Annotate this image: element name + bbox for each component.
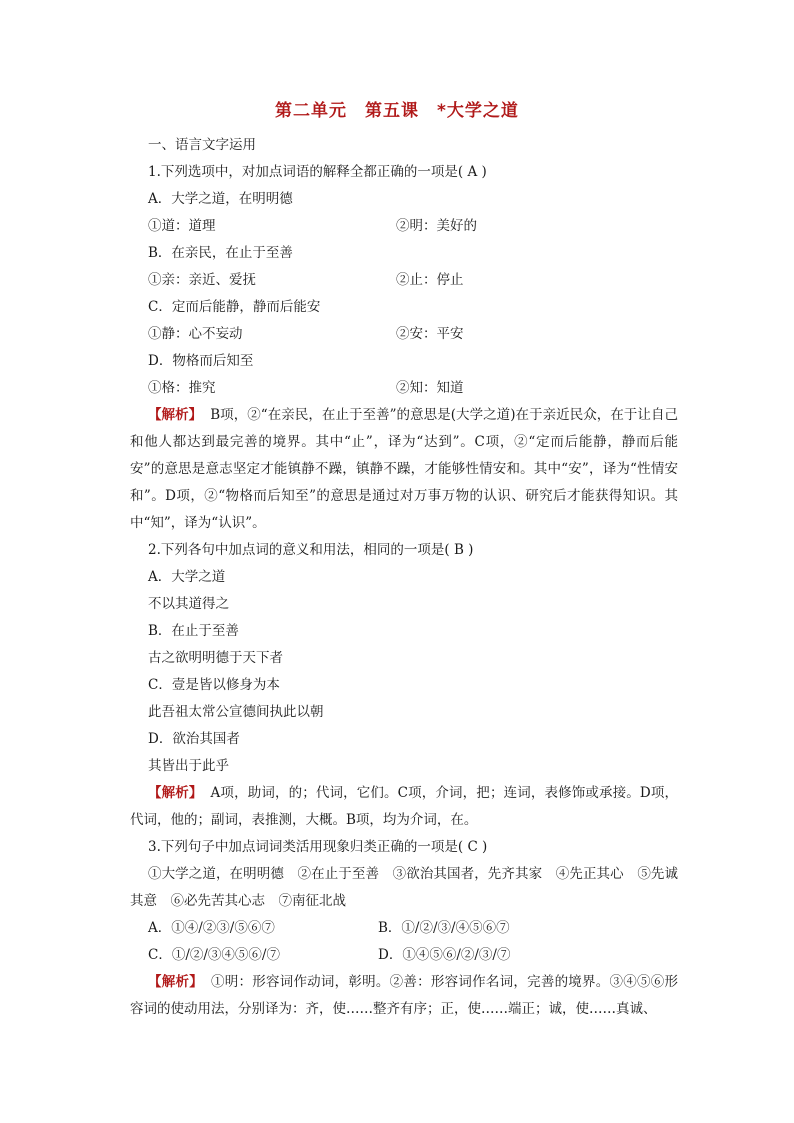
q1-option-d-items bbox=[130, 375, 678, 402]
document-body bbox=[130, 132, 678, 1023]
title-unit: 第二单元 bbox=[275, 101, 348, 121]
q3-option-a: A．①④/②③/⑤⑥⑦ bbox=[148, 920, 275, 936]
q1-option-c-items bbox=[130, 321, 678, 348]
q3-options-row1 bbox=[130, 915, 678, 942]
q3-option-d: D．①④⑤⑥/②/③/⑦ bbox=[378, 947, 511, 963]
q2-option-b-line2: 古之欲明明德于天下者 bbox=[148, 650, 283, 666]
question-3-stem: 3.下列句子中加点词词类活用现象归类正确的一项是( C ) bbox=[148, 839, 488, 855]
question-2-stem: 2.下列各句中加点词的意义和用法，相同的一项是( B ) bbox=[148, 542, 474, 558]
question-1-stem: 1.下列选项中，对加点词语的解释全都正确的一项是( A ) bbox=[148, 164, 487, 180]
q1-option-a: A．大学之道，在明明德 bbox=[148, 191, 293, 207]
q3-analysis bbox=[130, 969, 678, 1023]
q1-option-b: B．在亲民，在止于至善 bbox=[148, 245, 293, 261]
q2-option-d: D．欲治其国者 bbox=[148, 731, 240, 747]
analysis-tag: 【解析】 bbox=[148, 974, 203, 990]
q2-analysis-text: A项，助词，的；代词，它们。C项，介词，把；连词，表修饰或承接。D项，代词，他的；副词，表推测，大概。B项，均为介词，在。 bbox=[130, 785, 679, 828]
q1-analysis-text: B项，②“在亲民，在止于至善”的意思是(大学之道)在于亲近民众，在于让自己和他人都达到最完善的境界。其中“止”，译为“达到”。C项，②“定而后能静，静而后能安”的意思是意志坚定才能镇静不躁，镇静不躁，才能够性情安和。其中“安”，译为“性情安和”。D项，②“物格而后知至”的意思是通过对万事万物的认识、研究后才能获得知识。其中“知”，译为“认识”。 bbox=[130, 407, 679, 531]
q1-c-item2: ②安：平安 bbox=[396, 326, 464, 342]
q2-option-b: B．在止于至善 bbox=[148, 623, 239, 639]
analysis-tag: 【解析】 bbox=[148, 785, 203, 801]
title-lesson: 第五课 bbox=[365, 101, 420, 121]
q2-option-a-line2: 不以其道得之 bbox=[148, 596, 229, 612]
q3-options-row2 bbox=[130, 942, 678, 969]
q3-option-c: C．①/②/③④⑤⑥/⑦ bbox=[148, 947, 280, 963]
q1-option-c: C．定而后能静，静而后能安 bbox=[148, 299, 321, 315]
q3-option-b: B．①/②/③/④⑤⑥⑦ bbox=[378, 920, 510, 936]
q1-b-item1: ①亲：亲近、爱抚 bbox=[148, 272, 256, 288]
q1-option-d: D．物格而后知至 bbox=[148, 353, 254, 369]
q3-analysis-text: ①明：形容词作动词，彰明。②善：形容词作名词，完善的境界。③④⑤⑥形容词的使动用法，分别译为：齐，使……整齐有序；正，使……端正；诚，使……真诚、 bbox=[130, 974, 679, 1017]
q1-option-a-items bbox=[130, 213, 678, 240]
q2-option-a: A．大学之道 bbox=[148, 569, 226, 585]
q2-option-d-line2: 其皆出于此乎 bbox=[148, 758, 229, 774]
analysis-tag: 【解析】 bbox=[148, 407, 203, 423]
q1-c-item1: ①静：心不妄动 bbox=[148, 326, 243, 342]
section-heading: 一、语言文字运用 bbox=[148, 137, 256, 153]
q1-d-item1: ①格：推究 bbox=[148, 380, 216, 396]
q2-option-c-line2: 此吾祖太常公宣德间执此以朝 bbox=[148, 704, 324, 720]
q1-d-item2: ②知：知道 bbox=[396, 380, 464, 396]
page-title bbox=[0, 96, 794, 121]
q2-analysis bbox=[130, 780, 678, 834]
q2-option-c: C．壹是皆以修身为本 bbox=[148, 677, 280, 693]
q1-a-item1: ①道：道理 bbox=[148, 218, 216, 234]
q1-option-b-items bbox=[130, 267, 678, 294]
q3-sentences: ①大学之道，在明明德 ②在止于至善 ③欲治其国者，先齐其家 ④先正其心 ⑤先诚其意 ⑥必先苦其心志 ⑦南征北战 bbox=[130, 866, 678, 909]
q1-a-item2: ②明：美好的 bbox=[396, 218, 477, 234]
q1-analysis bbox=[130, 402, 678, 537]
title-name: *大学之道 bbox=[437, 101, 519, 121]
q1-b-item2: ②止：停止 bbox=[396, 272, 464, 288]
